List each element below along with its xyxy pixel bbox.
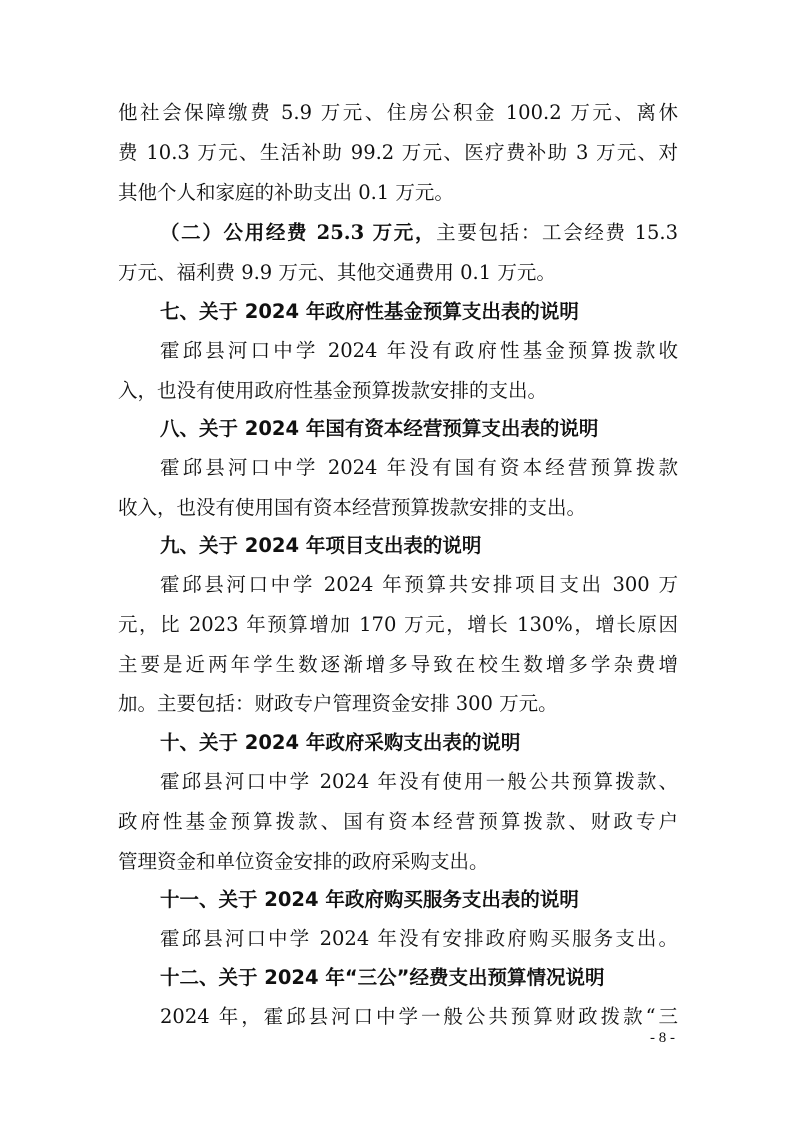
paragraph-line — [160, 218, 678, 248]
paragraph-line: 主要是近两年学生数逐渐增多导致在校生数增多学杂费增 — [118, 653, 678, 676]
section-heading: 九、关于 2024 年项目支出表的说明 — [160, 534, 482, 557]
paragraph-line: 霍邱县河口中学 2024 年没有政府性基金预算拨款收 — [160, 339, 678, 362]
section-heading: 十、关于 2024 年政府采购支出表的说明 — [160, 731, 521, 754]
paragraph-line: 入，也没有使用政府性基金预算拨款安排的支出。 — [118, 379, 548, 402]
paragraph-line: 霍邱县河口中学 2024 年没有国有资本经营预算拨款 — [160, 456, 678, 479]
paragraph-line: 管理资金和单位资金安排的政府采购支出。 — [118, 850, 489, 873]
paragraph-line: 费 10.3 万元、生活补助 99.2 万元、医疗费补助 3 万元、对 — [118, 141, 678, 164]
paragraph-line: 霍邱县河口中学 2024 年预算共安排项目支出 300 万 — [160, 573, 678, 596]
paragraph-line: 元，比 2023 年预算增加 170 万元，增长 130%，增长原因 — [118, 613, 678, 636]
paragraph-line: 其他个人和家庭的补助支出 0.1 万元。 — [118, 181, 454, 204]
paragraph-line: 霍邱县河口中学 2024 年没有安排政府购买服务支出。 — [160, 927, 678, 950]
section-heading: 十一、关于 2024 年政府购买服务支出表的说明 — [160, 888, 579, 911]
section-heading: 七、关于 2024 年政府性基金预算支出表的说明 — [160, 300, 579, 323]
bold-lead: （二）公用经费 25.3 万元， — [160, 221, 437, 244]
section-heading: 八、关于 2024 年国有资本经营预算支出表的说明 — [160, 417, 599, 440]
paragraph-line: 政府性基金预算拨款、国有资本经营预算拨款、财政专户 — [118, 810, 678, 833]
paragraph-text: 主要包括：工会经费 15.3 — [436, 221, 678, 244]
paragraph-line: 2024 年，霍邱县河口中学一般公共预算财政拨款“三 — [160, 1005, 678, 1028]
paragraph-line: 霍邱县河口中学 2024 年没有使用一般公共预算拨款、 — [160, 770, 678, 793]
page-number: - 8 - — [650, 1030, 675, 1046]
paragraph-line: 加。主要包括：财政专户管理资金安排 300 万元。 — [118, 692, 558, 715]
paragraph-line: 万元、福利费 9.9 万元、其他交通费用 0.1 万元。 — [118, 261, 556, 284]
paragraph-line: 收入，也没有使用国有资本经营预算拨款安排的支出。 — [118, 496, 587, 519]
paragraph-line: 他社会保障缴费 5.9 万元、住房公积金 100.2 万元、离休 — [118, 101, 678, 124]
section-heading: 十二、关于 2024 年“三公”经费支出预算情况说明 — [160, 966, 605, 989]
